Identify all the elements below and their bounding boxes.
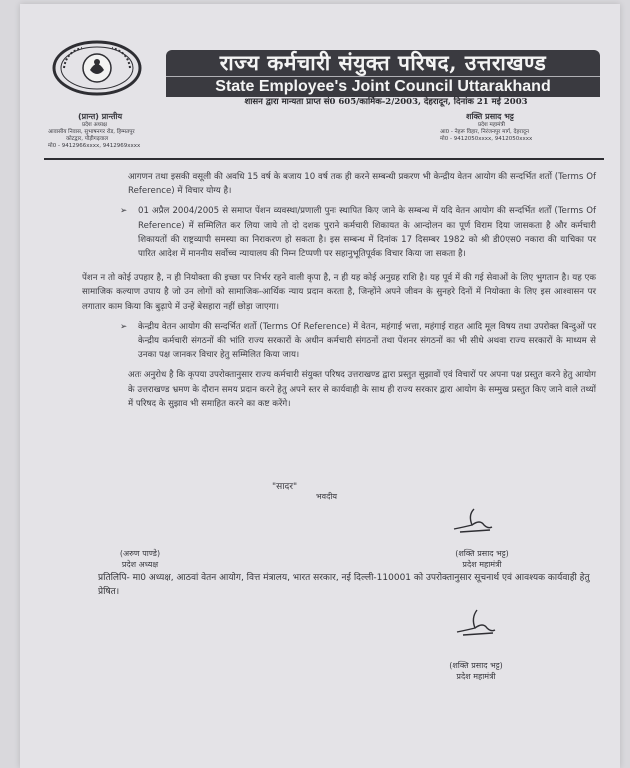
president-office-designation: प्रदेश अध्यक्ष (82, 122, 107, 128)
president-office-block (48, 112, 248, 150)
government-recognition-line: शासन द्वारा मान्यता प्राप्त सं0 605/कार्मिक-2/2003, देहरादून, दिनांक 21 मई 2003 (244, 97, 528, 107)
secretary-signature (450, 505, 496, 535)
president-office-address: आवासीय निवास, सुभाषनगर रोड, हिम्मतपुर (48, 129, 135, 135)
letter-body (82, 170, 596, 417)
bullet-terms-of-reference (88, 320, 596, 363)
closing-sadar: "सादर" (272, 482, 298, 492)
president-name: (अरुण पाण्डे) (119, 549, 161, 558)
secretary-name: (शक्ति प्रसाद भट्ट) (455, 549, 509, 558)
arrow-bullet-icon: ➢ (120, 206, 128, 217)
closing-bhavadiya: भवदीय (316, 492, 338, 501)
secretary-signature-block (432, 548, 532, 570)
bullet-old-pension-text: 01 अप्रैल 2004/2005 से समाप्त पेंशन व्यवस्था/प्रणाली पुनः स्थापित किए जाने के सम्बन्ध में यदि वेतन आयोग की सन्दर्भित शर्तों (Terms Of Reference) में सम्मिलित कर लिया जाये तो दो दशक पुराने कर्मचारी शिकायत के आन्दोलन का पूर्ण विराम दिया जासकता है और कर्मचारी शिकायतों की राष्ट्रव्यापी समस्या का निराकरण हो सकता है। इस सम्बन्ध में दिनांक 17 दिसम्बर 1982 को श्री डी0एस0 नकारा की याचिका पर पारित आदेश में माननीय सर्वोच्च न्यायालय की निम्न टिप्पणी पर सहानुभूतिपूर्वक विचार किया जा सकता है। (138, 206, 596, 260)
arrow-bullet-icon: ➢ (120, 321, 128, 332)
paragraph-court-quote: पेंशन न तो कोई उपहार है, न ही नियोक्ता की इच्छा पर निर्भर रहने वाली कृपा है, न ही यह कोई अनुग्रह राशि है। यह पूर्व में की गई सेवाओं के लिए भुगतान है। यह एक सामाजिक कल्याण उपाय है जो उन लोगों को सामाजिक-आर्थिक न्याय प्रदान करता है, जिन्होंने अपने जीवन के सुनहरे दिनों में नियोक्ता के लिए इस आश्वासन पर लगातार काम किया कि बुढ़ापे में उन्हें बेसहारा नहीं छोड़ा जाएगा। (82, 273, 596, 312)
secretary-office-phone: मो0 - 9412050xxxx, 9412050xxxx (440, 136, 533, 142)
copy-to-notice: प्रतिलिपि- मा0 अध्यक्ष, आठवां वेतन आयोग, वित्त मंत्रालय, भारत सरकार, नई दिल्ली-110001 को उपरोक्तानुसार सूचनार्थ एवं आवश्यक कार्यवाही हेतु प्रेषित। (98, 573, 590, 597)
secretary-office-block (440, 112, 610, 143)
secretary-office-name: शक्ति प्रसाद भट्ट (466, 112, 514, 121)
secretary-title: प्रदेश महामंत्री (462, 560, 502, 569)
council-title-hindi: राज्य कर्मचारी संयुक्त परिषद, उत्तराखण्ड (166, 50, 600, 76)
president-office-city: कोटद्वार, पौड़ीगढ़वाल (66, 136, 109, 142)
council-emblem-icon (52, 40, 142, 96)
header-divider (44, 158, 604, 160)
president-title: प्रदेश अध्यक्ष (121, 560, 159, 569)
secretary-signature-copy (453, 606, 499, 638)
paragraph-pension-recovery: आगणन तथा इसकी वसूली की अवधि 15 वर्ष के बजाय 10 वर्ष तक ही करने सम्बन्धी प्रकरण भी केन्द्रीय वेतन आयोग की सन्दर्भित शर्तो (Terms Of Reference) में विचार योग्य है। (128, 172, 596, 197)
president-office-phone: मो0 - 9412966xxxx, 9412969xxxx (48, 143, 141, 149)
copy-secretary-title: प्रदेश महामंत्री (456, 672, 496, 681)
copy-secretary-name: (शक्ति प्रसाद भट्ट) (449, 661, 503, 670)
council-title-english: State Employee's Joint Council Uttarakhand (166, 76, 600, 97)
bullet-terms-of-reference-text: केन्द्रीय वेतन आयोग की सन्दर्भित शर्तो (Terms Of Reference) में वेतन, महंगाई भत्ता, महंगाई राहत आदि मूल विषय तथा उपरोक्त बिन्दुओं पर केन्द्रीय कर्मचारी संगठनों की भांति राज्य सरकारों के अधीन कर्मचारी संगठनों तथा पेंशनर संगठनों का भी सीधे अथवा राज्य सरकारों के माध्यम से उनका पक्ष जानकर विचार हेतु सम्मिलित किया जाय। (138, 321, 596, 361)
secretary-office-designation: प्रदेश महामंत्री (478, 122, 505, 128)
bullet-old-pension-scheme (88, 204, 596, 261)
president-signature-block (100, 548, 180, 570)
president-office-name: (प्रान्त) प्रान्तीय (78, 112, 123, 121)
secretary-office-address: आ0 - नेहरू विहार, निरंजनपुर मार्ग, देहरादून (440, 129, 529, 135)
paragraph-request: अतः अनुरोध है कि कृपया उपरोक्तानुसार राज्य कर्मचारी संयुक्त परिषद उत्तराखण्ड द्वारा प्रस्तुत सुझावों एवं विचारों पर अपना पक्ष प्रस्तुत करने हेतु आयोग के उत्तराखण्ड भ्रमण के दौरान समय प्रदान करने हेतु अपने स्तर से कार्यवाही के साथ ही राज्य सरकार द्वारा आयोग के सम्मुख प्रस्तुत किए जाने वाले तथ्यों में परिषद के सुझाव भी समाहित करने का कष्ट करेंगे। (128, 370, 596, 409)
copy-secretary-signature-block (426, 660, 526, 682)
